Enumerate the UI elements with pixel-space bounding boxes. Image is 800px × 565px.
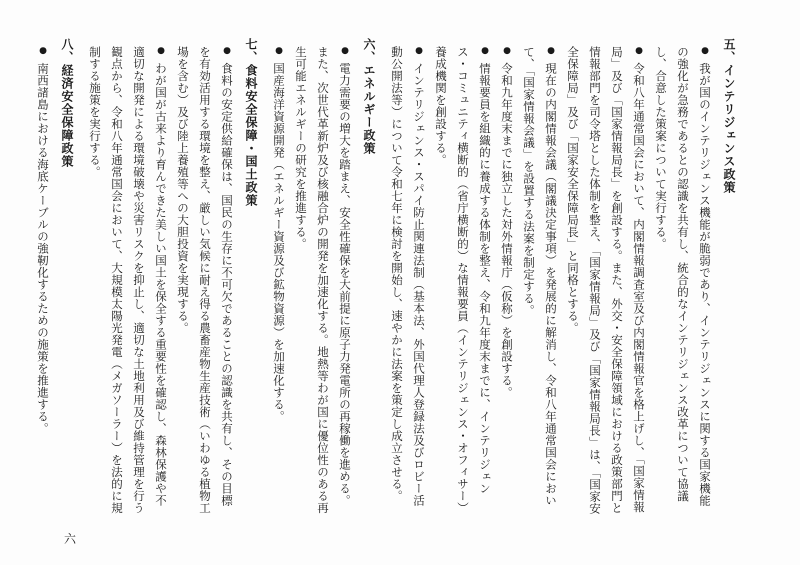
item-text: 現在の内閣情報会議（閣議決定事項）を発展的に解消し、令和八年通常国会において、「国家情報会議」を設置する法案を制定する。	[522, 46, 558, 507]
section-economic-security	[32, 38, 78, 518]
list-item	[268, 38, 290, 518]
list-item	[518, 38, 562, 518]
item-text: 情報要員を組織的に養成する体制を整え、令和九年度末までに、インテリジェンス・コミュニティ横断的（省庁横断的）な情報要員（インテリジェンス・オフィサー）養成機関を創設する。	[434, 46, 492, 514]
list-item	[386, 38, 430, 518]
list-item	[32, 38, 54, 518]
bullet-icon: ●	[222, 46, 232, 57]
bullet-icon: ●	[480, 46, 490, 57]
bullet-icon: ●	[414, 46, 424, 57]
section-intelligence	[386, 38, 740, 518]
item-text: わが国が古来より育んできた美しい国土を保全する重要性を確認し、森林保護や不適切な開発による環境破壊や災害リスクを抑止し、適切な土地利用及び維持管理を行う観点から、令和八年通常国会において、大規模太陽光発電（メガソーラー）を法的に規制する施策を実行する。	[88, 46, 168, 514]
item-text: 電力需要の増大を踏まえ、安全性確保を大前提に原子力発電所の再稼働を進める。また、次世代革新炉及び核融合炉の開発を加速化する。地熱等わが国に優位性のある再生可能エネルギーの研究を推進する。	[294, 46, 352, 514]
list-item	[290, 38, 356, 518]
section-title: 七、食料安全保障・国土政策	[244, 38, 258, 207]
bullet-icon: ●	[546, 46, 556, 57]
bullet-icon: ●	[156, 46, 166, 57]
item-text: インテリジェンス・スパイ防止関連法制（基本法、外国代理人登録法及びロビー活動公開法等）について令和七年に検討を開始し、速やかに法案を策定し成立させる。	[390, 46, 426, 507]
section-food-security	[84, 38, 262, 518]
section-title: 八、経済安全保障政策	[60, 38, 74, 168]
document-body	[36, 38, 740, 518]
section-title: 六、エネルギー政策	[362, 38, 376, 155]
section-energy	[268, 38, 380, 518]
list-item	[562, 38, 650, 518]
page-number: 六	[64, 532, 77, 546]
item-text: 我が国のインテリジェンス機能が脆弱であり、インテリジェンスに関する国家機能の強化が急務であるとの認識を共有し、統合的なインテリジェンス改革について協議し、合意した策案について実行する。	[654, 46, 712, 507]
bullet-icon: ●	[38, 46, 48, 57]
item-text: 食料の安定供給確保は、国民の生存に不可欠であることの認識を共有し、その目標を有効活用する環境を整え、厳しい気候に耐え得る農畜産物生産技術（いわゆる植物工場を含む）及び陸上養殖等への大胆投資を実現する。	[176, 46, 234, 514]
list-item	[84, 38, 172, 518]
bullet-icon: ●	[340, 46, 350, 57]
list-item	[496, 38, 518, 518]
item-text: 南西諸島における海底ケーブルの強靭化するための施策を推進する。	[36, 62, 50, 435]
item-text: 令和八年通常国会において、内閣情報調査室及び内閣情報官を格上げし、「国家情報局」及び「国家情報局長」を創設する。また、外交・安全保障領域における政策部門と情報部門を司令塔とした体制を整え、「国家情報局」及び「国家情報局長」は、「国家安全保障局」及び「国家安全保障局長」と同格とする。	[566, 46, 646, 515]
bullet-icon: ●	[274, 46, 284, 57]
item-text: 国産海洋資源開発（エネルギー資源及び鉱物資源）を加速化する。	[272, 62, 286, 423]
list-item	[650, 38, 716, 518]
item-text: 令和九年度末までに独立した対外情報庁（仮称）を創設する。	[500, 62, 514, 399]
list-item	[430, 38, 496, 518]
section-title: 五、インテリジェンス政策	[722, 38, 736, 194]
bullet-icon: ●	[700, 46, 710, 57]
bullet-icon: ●	[502, 46, 512, 57]
bullet-icon: ●	[634, 46, 644, 57]
list-item	[172, 38, 238, 518]
